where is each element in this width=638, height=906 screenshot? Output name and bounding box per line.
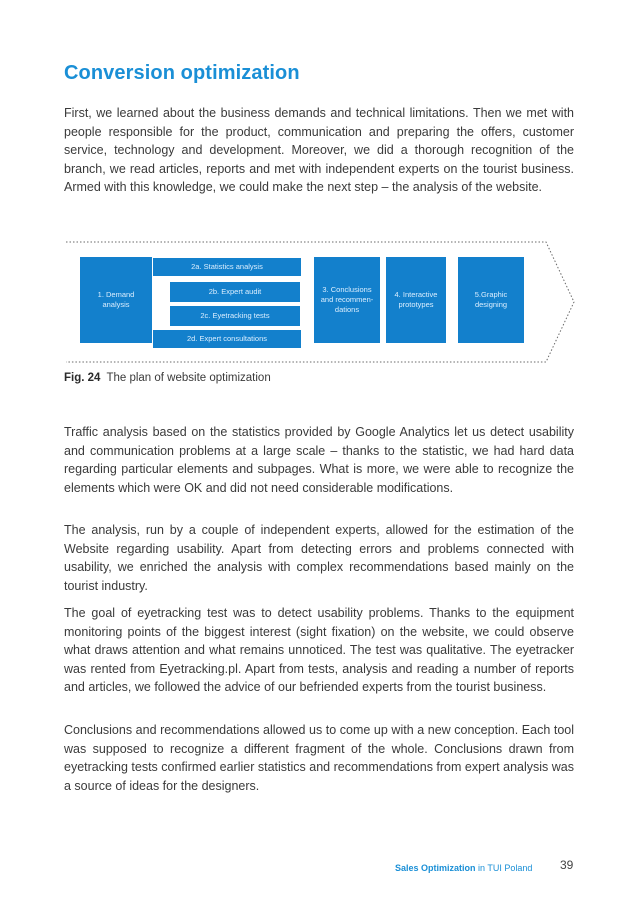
step-demand-analysis xyxy=(80,257,152,343)
step-label-line: 4. Interactive xyxy=(394,290,438,299)
step-label-line: designing xyxy=(474,300,508,309)
page-number: 39 xyxy=(560,858,574,872)
step-expert-audit xyxy=(170,282,300,302)
traffic-analysis-paragraph: Traffic analysis based on the statistics provided by Google Analytics let us detect usability and communication problems at a large scale – thanks to the statistic, we had hard data regarding particular elements and subpages. What is more, we were able to recognize the elements which were OK and did not need considerable modifications. xyxy=(64,425,574,495)
conclusions-paragraph: Conclusions and recommendations allowed us to come up with a new conception. Each tool was supposed to recognize a different fragment of the whole. Conclusions drawn from eyetracking tests confirmed earlier statistics and recommendations from expert analysis was a source of ideas for the designers. xyxy=(64,723,574,793)
step-expert-consultations xyxy=(153,330,301,348)
eyetracking-paragraph: The goal of eyetracking test was to detect usability problems. Thanks to the equipment monitoring points of the biggest interest (sight fixation) on the website, we could observe what draws attention and what remains unnoticed. The test was qualitative. The eyetracker was rented from Eyetracking.pl. Apart from tests, analysis and reading a number of reports and articles, we followed the advice of our befriended experts from the tourist business. xyxy=(64,606,574,694)
footer-bold: Sales Optimization xyxy=(395,863,476,873)
step-eyetracking-tests xyxy=(170,306,300,326)
optimization-plan-diagram xyxy=(64,240,576,365)
intro-paragraph: First, we learned about the business demands and technical limitations. Then we met with people responsible for the product, communication and preparing the offers, customer service, technology and development. Moreover, we did a thorough recognition of the branch, we read articles, reports and met with independent experts on the tourist business. Armed with this knowledge, we could make the next step – the analysis of the website. xyxy=(64,106,574,194)
step-label: 2d. Expert consultations xyxy=(186,334,268,343)
expert-analysis-paragraph: The analysis, run by a couple of independent experts, allowed for the estimation of the Website regarding usability. Apart from detecting errors and problems connected with usability, we enriched the analysis with complex recommendations based mainly on the tourist industry. xyxy=(64,523,574,593)
step-label-line: dations xyxy=(334,305,360,314)
step-label: 2b. Expert audit xyxy=(208,287,262,296)
step-label-line: 1. Demand xyxy=(97,290,135,299)
footer-rest: in TUI Poland xyxy=(475,863,533,873)
step-interactive-prototypes xyxy=(386,257,446,343)
step-conclusions xyxy=(314,257,380,343)
step-label-line: 5.Graphic xyxy=(474,290,508,299)
step-label-line: prototypes xyxy=(398,300,434,309)
figure-caption xyxy=(64,372,271,384)
step-label: 2a. Statistics analysis xyxy=(191,262,263,271)
figure-number: Fig. 24 xyxy=(64,372,101,384)
step-label-line: analysis xyxy=(102,300,130,309)
step-graphic-designing xyxy=(458,257,524,343)
step-label: 2c. Eyetracking tests xyxy=(200,311,270,320)
step-label-line: and recommen- xyxy=(320,295,374,304)
step-label-line: 3. Conclusions xyxy=(322,285,372,294)
running-footer xyxy=(395,863,532,873)
step-statistics-analysis xyxy=(153,258,301,276)
figure-caption-text: The plan of website optimization xyxy=(106,372,271,384)
page-title: Conversion optimization xyxy=(64,62,300,84)
